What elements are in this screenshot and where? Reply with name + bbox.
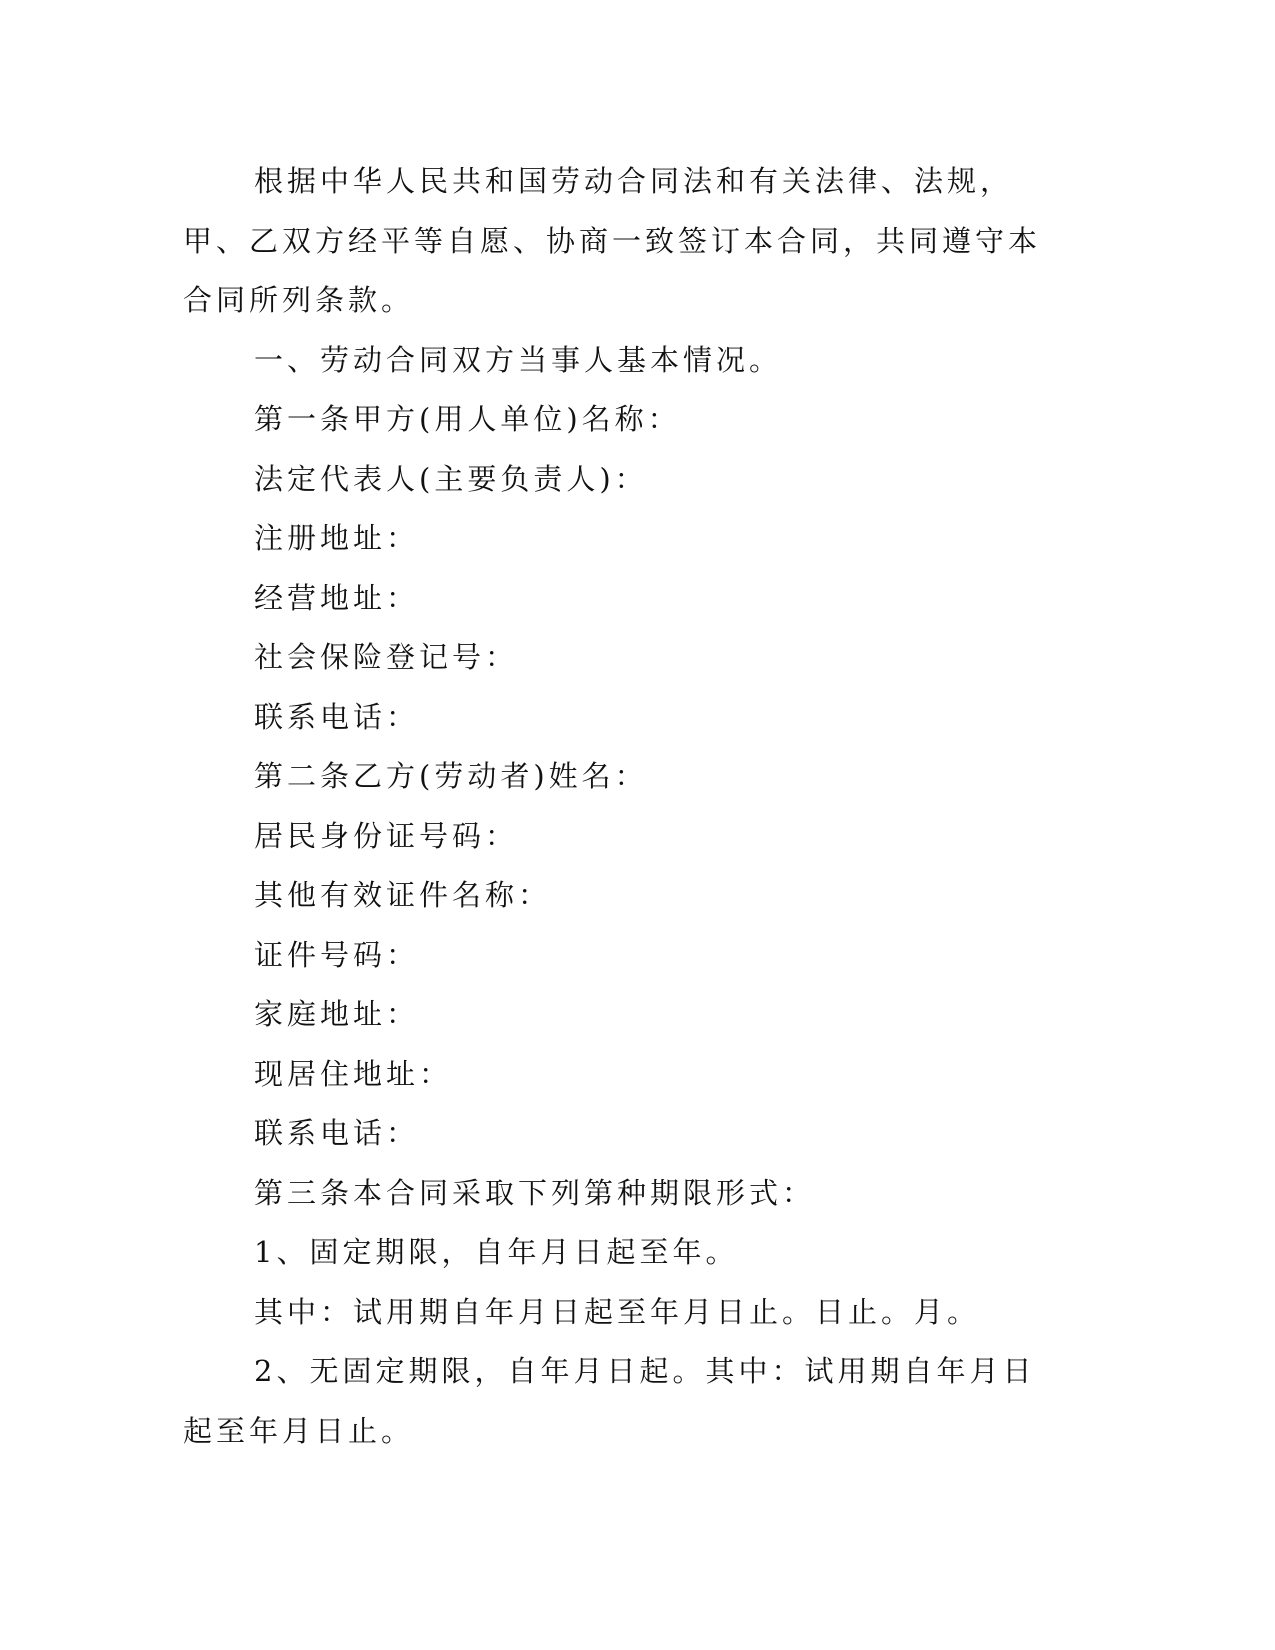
legal-representative-field: 法定代表人(主要负责人)： (254, 461, 648, 496)
open-ended-term-item: 2、无固定期限，自年月日起。其中：试用期自年月日起至年月日止。 (183, 1354, 1036, 1448)
employer-phone-field: 联系电话： (254, 699, 420, 734)
contract-body (183, 152, 1063, 1461)
home-address-field: 家庭地址： (254, 997, 420, 1031)
social-insurance-number-field: 社会保险登记号： (254, 640, 519, 674)
fixed-term-item: 1、固定期限，自年月日起至年。 (254, 1235, 739, 1269)
registered-address-field: 注册地址： (254, 521, 420, 555)
other-id-name-field: 其他有效证件名称： (254, 878, 552, 912)
id-number-field: 证件号码： (254, 937, 420, 972)
employer-name-field: 第一条甲方(用人单位)名称： (254, 402, 681, 436)
employee-phone-field: 联系电话： (254, 1116, 420, 1150)
current-address-field: 现居住地址： (254, 1056, 453, 1091)
term-form-clause: 第三条本合同采取下列第种期限形式： (254, 1175, 816, 1210)
probation-period-item: 其中：试用期自年月日起至年月日止。日止。月。 (254, 1294, 981, 1329)
business-address-field: 经营地址： (254, 580, 420, 615)
employee-name-field: 第二条乙方(劳动者)姓名： (254, 759, 648, 793)
id-card-number-field: 居民身份证号码： (254, 818, 519, 853)
intro-paragraph: 根据中华人民共和国劳动合同法和有关法律、法规，甲、乙双方经平等自愿、协商一致签订本合同，共同遵守本合同所列条款。 (183, 164, 1042, 317)
section-heading-party-info: 一、劳动合同双方当事人基本情况。 (254, 342, 783, 377)
